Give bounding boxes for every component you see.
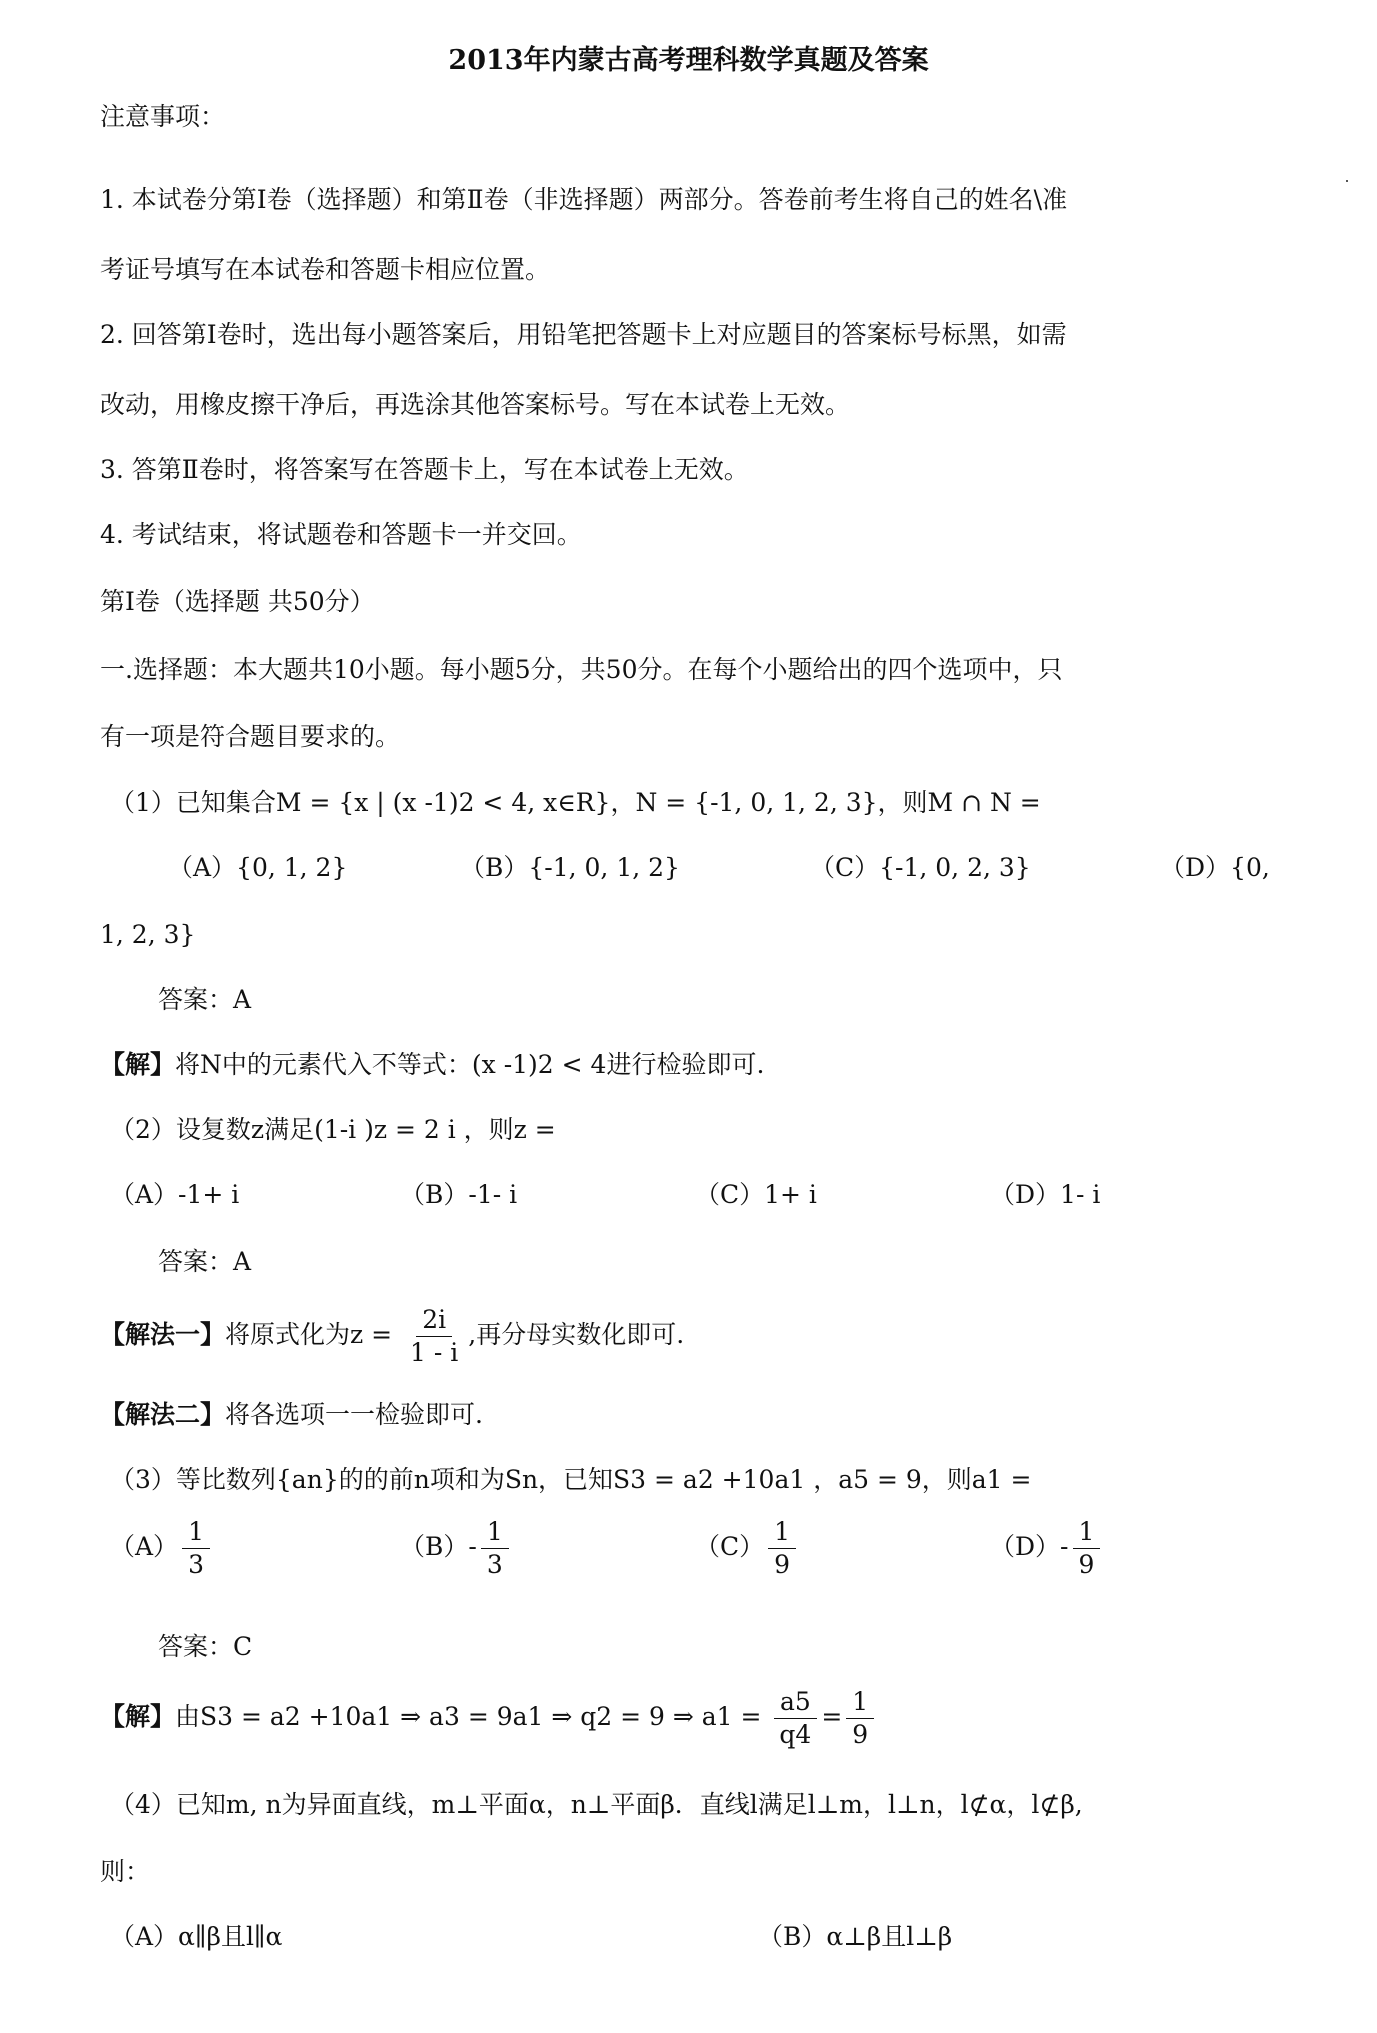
note-2-line-1: 2. 回答第Ⅰ卷时，选出每小题答案后，用铅笔把答题卡上对应题目的答案标号标黑，如需 [100, 320, 1067, 349]
q2-solution-2-tag: 【解法二】 [100, 1400, 226, 1429]
note-2-line-2: 改动，用橡皮擦干净后，再选涂其他答案标号。写在本试卷上无效。 [100, 390, 851, 419]
q1-option-d: （D）{0, [1160, 853, 1270, 882]
q3-option-d-label: （D）- [990, 1532, 1069, 1561]
q3-stem: （3）等比数列{an}的的前n项和为Sn，已知S3 = a2 +10a1 ，a5 = 9，则a1 = [110, 1465, 1032, 1494]
q2-option-b: （B）-1- i [400, 1180, 518, 1209]
q3-option-b [400, 1512, 513, 1582]
q3-solution-text: 由S3 = a2 +10a1 ⇒ a3 = 9a1 ⇒ q2 = 9 ⇒ a1 = [175, 1702, 762, 1731]
q3-option-b-label: （B）- [400, 1532, 477, 1561]
q2-solution-2 [100, 1400, 483, 1430]
q3-option-c-denominator: 9 [774, 1550, 791, 1579]
instructions-line-2: 有一项是符合题目要求的。 [100, 722, 401, 751]
q2-solution-1 [100, 1300, 684, 1370]
q1-option-b: （B）{-1, 0, 1, 2} [460, 853, 680, 882]
q3-option-d [990, 1512, 1104, 1582]
q2-solution-1-post: ,再分母实数化即可. [468, 1320, 685, 1349]
q2-option-a: （A）-1+ i [110, 1180, 240, 1209]
q3-solution-fraction-1 [773, 1686, 817, 1751]
note-3: 3. 答第Ⅱ卷时，将答案写在答题卡上，写在本试卷上无效。 [100, 455, 749, 484]
q3-option-b-numerator: 1 [481, 1516, 509, 1549]
q3-solution-fraction-1-numerator: a5 [774, 1686, 817, 1719]
q3-answer: 答案：C [158, 1632, 253, 1661]
q2-answer: 答案：A [158, 1247, 252, 1276]
note-1-line-2: 考证号填写在本试卷和答题卡相应位置。 [100, 255, 551, 284]
note-4: 4. 考试结束，将试题卷和答题卡一并交回。 [100, 520, 582, 549]
q2-solution-1-pre: 将原式化为z = [225, 1320, 393, 1349]
instructions-line-1: 一.选择题：本大题共10小题。每小题5分，共50分。在每个小题给出的四个选项中，只 [100, 655, 1063, 684]
notes-heading: 注意事项： [100, 102, 226, 131]
section-heading: 第Ⅰ卷（选择题 共50分） [100, 587, 375, 616]
q3-option-a-numerator: 1 [182, 1516, 210, 1549]
document-title: 2013年内蒙古高考理科数学真题及答案 [448, 45, 929, 76]
q2-fraction-denominator: 1 - i [410, 1338, 459, 1367]
q1-solution-tag: 【解】 [100, 1050, 176, 1079]
note-1-line-1: 1. 本试卷分第Ⅰ卷（选择题）和第Ⅱ卷（非选择题）两部分。答卷前考生将自己的姓名\准 [100, 185, 1068, 214]
q3-option-c-numerator: 1 [768, 1516, 796, 1549]
q3-option-a-label: （A） [110, 1532, 179, 1561]
q3-solution-fraction-2-numerator: 1 [846, 1686, 874, 1719]
q1-option-a: （A）{0, 1, 2} [168, 853, 348, 882]
q3-option-d-fraction [1073, 1516, 1101, 1581]
margin-dot [1346, 180, 1348, 182]
q3-option-b-denominator: 3 [486, 1550, 503, 1579]
q2-fraction [404, 1304, 464, 1369]
q3-option-a-fraction [182, 1516, 210, 1581]
q4-option-a: （A）α∥β且l∥α [110, 1922, 283, 1951]
q3-solution-fraction-2-denominator: 9 [852, 1720, 869, 1749]
q4-stem-line-2: 则： [100, 1857, 151, 1886]
q3-solution [100, 1682, 878, 1752]
q3-solution-fraction-1-denominator: q4 [779, 1720, 812, 1749]
q3-option-b-fraction [481, 1516, 509, 1581]
q2-solution-2-text: 将各选项一一检验即可. [225, 1400, 483, 1429]
q3-option-d-numerator: 1 [1073, 1516, 1101, 1549]
q4-stem-line-1: （4）已知m, n为异面直线，m⊥平面α，n⊥平面β．直线l满足l⊥m，l⊥n，l⊄α，l⊄β, [110, 1790, 1083, 1819]
q3-solution-fraction-2 [846, 1686, 874, 1751]
q1-solution [100, 1050, 764, 1080]
q4-option-b: （B）α⊥β且l⊥β [758, 1922, 953, 1951]
q3-option-c [695, 1512, 800, 1582]
q1-option-c: （C）{-1, 0, 2, 3} [810, 853, 1031, 882]
q3-option-d-denominator: 9 [1078, 1550, 1095, 1579]
q3-solution-equals: = [821, 1702, 843, 1731]
q2-fraction-numerator: 2i [416, 1304, 452, 1337]
q2-option-c: （C）1+ i [695, 1180, 817, 1209]
q3-option-c-fraction [768, 1516, 796, 1581]
q3-option-a [110, 1512, 214, 1582]
q2-stem: （2）设复数z满足(1-i )z = 2 i ，则z = [110, 1115, 556, 1144]
q3-option-a-denominator: 3 [188, 1550, 204, 1579]
q1-option-d-continued: 1, 2, 3} [100, 920, 196, 949]
q3-solution-tag: 【解】 [100, 1702, 176, 1731]
q3-option-c-label: （C） [695, 1532, 765, 1561]
q1-answer: 答案：A [158, 985, 252, 1014]
q2-solution-1-tag: 【解法一】 [100, 1320, 226, 1349]
q1-solution-text: 将N中的元素代入不等式：(x -1)2 < 4进行检验即可. [175, 1050, 765, 1079]
q1-stem: （1）已知集合M = {x | (x -1)2 < 4, x∈R}，N = {-1, 0, 1, 2, 3}，则M ∩ N = [110, 788, 1041, 817]
q2-option-d: （D）1- i [990, 1180, 1101, 1209]
